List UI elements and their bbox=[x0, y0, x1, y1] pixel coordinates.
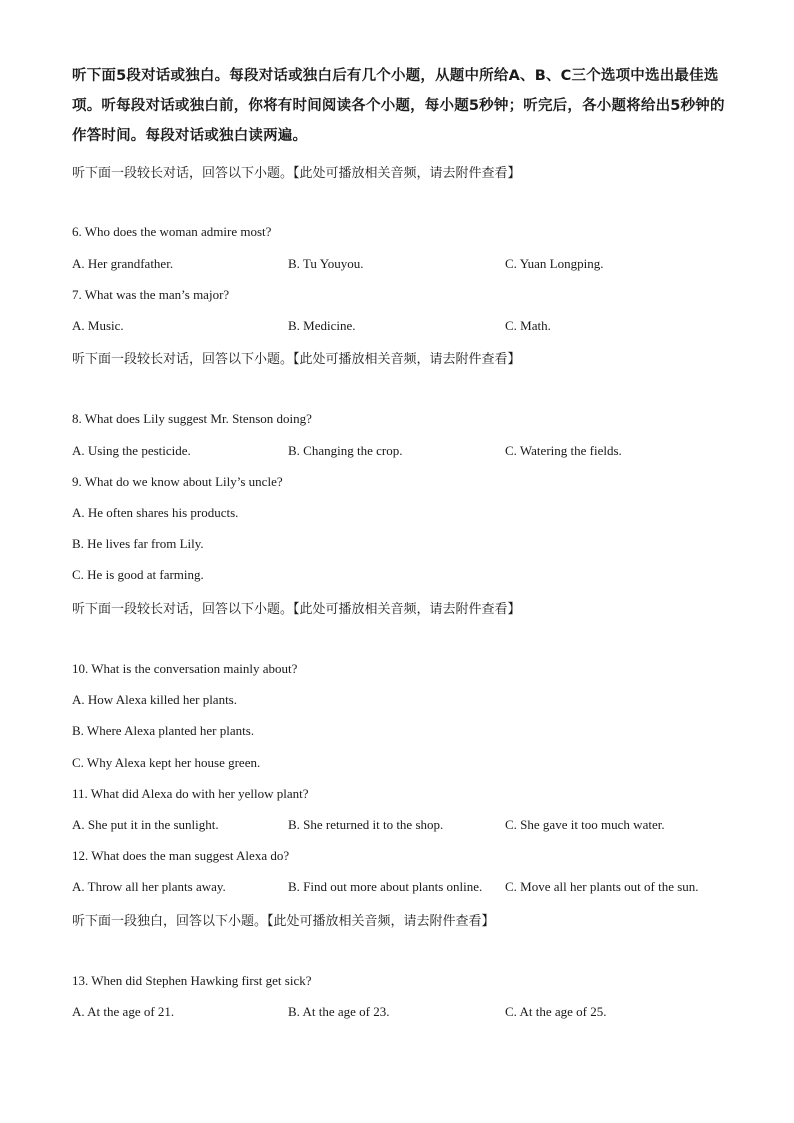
option-c: C. Watering the fields. bbox=[505, 443, 622, 458]
option-b: B. Where Alexa planted her plants. bbox=[72, 723, 255, 738]
section-intro: 听下面一段独白，回答以下小题。【此处可播放相关音频，请去附件查看】 bbox=[72, 914, 495, 929]
option-b: B. Changing the crop. bbox=[288, 443, 403, 458]
option-a: A. At the age of 21. bbox=[72, 1004, 175, 1019]
question-text: 6. Who does the woman admire most? bbox=[72, 224, 272, 239]
section-instructions: 听下面5段对话或独白。每段对话或独白后有几个小题，从题中所给A、B、C三个选项中选出最佳选项。听每段对话或独白前，你将有时间阅读各个小题，每小题5秒钟；听完后，各小题将给出5秒钟的作答时间。每段对话或独白读两遍。 bbox=[72, 68, 725, 144]
section-intro: 听下面一段较长对话，回答以下小题。【此处可播放相关音频，请去附件查看】 bbox=[72, 602, 521, 617]
option-c: C. Math. bbox=[505, 318, 551, 333]
option-c: C. She gave it too much water. bbox=[505, 817, 665, 832]
option-a: A. Her grandfather. bbox=[72, 256, 174, 271]
option-a: A. Music. bbox=[72, 318, 124, 333]
option-a: A. He often shares his products. bbox=[72, 505, 239, 520]
question-text: 12. What does the man suggest Alexa do? bbox=[72, 848, 290, 863]
option-a: A. How Alexa killed her plants. bbox=[72, 692, 237, 707]
option-a: A. Throw all her plants away. bbox=[72, 879, 226, 894]
option-c: C. Why Alexa kept her house green. bbox=[72, 755, 261, 770]
option-a: A. Using the pesticide. bbox=[72, 443, 191, 458]
option-c: C. Yuan Longping. bbox=[505, 256, 604, 271]
option-b: B. Tu Youyou. bbox=[288, 256, 364, 271]
section-intro: 听下面一段较长对话，回答以下小题。【此处可播放相关音频，请去附件查看】 bbox=[72, 352, 521, 367]
question-text: 9. What do we know about Lily’s uncle? bbox=[72, 474, 283, 489]
option-c: C. At the age of 25. bbox=[505, 1004, 607, 1019]
question-text: 13. When did Stephen Hawking first get sick? bbox=[72, 973, 312, 988]
option-c: C. Move all her plants out of the sun. bbox=[505, 879, 699, 894]
option-b: B. He lives far from Lily. bbox=[72, 536, 204, 551]
option-b: B. Find out more about plants online. bbox=[288, 879, 483, 894]
question-text: 7. What was the man’s major? bbox=[72, 287, 230, 302]
option-b: B. At the age of 23. bbox=[288, 1004, 390, 1019]
question-text: 10. What is the conversation mainly about? bbox=[72, 661, 298, 676]
question-text: 8. What does Lily suggest Mr. Stenson doing? bbox=[72, 411, 312, 426]
option-b: B. She returned it to the shop. bbox=[288, 817, 444, 832]
section-intro: 听下面一段较长对话，回答以下小题。【此处可播放相关音频，请去附件查看】 bbox=[72, 166, 521, 181]
option-c: C. He is good at farming. bbox=[72, 567, 204, 582]
option-a: A. She put it in the sunlight. bbox=[72, 817, 219, 832]
option-b: B. Medicine. bbox=[288, 318, 356, 333]
question-text: 11. What did Alexa do with her yellow plant? bbox=[72, 786, 309, 801]
